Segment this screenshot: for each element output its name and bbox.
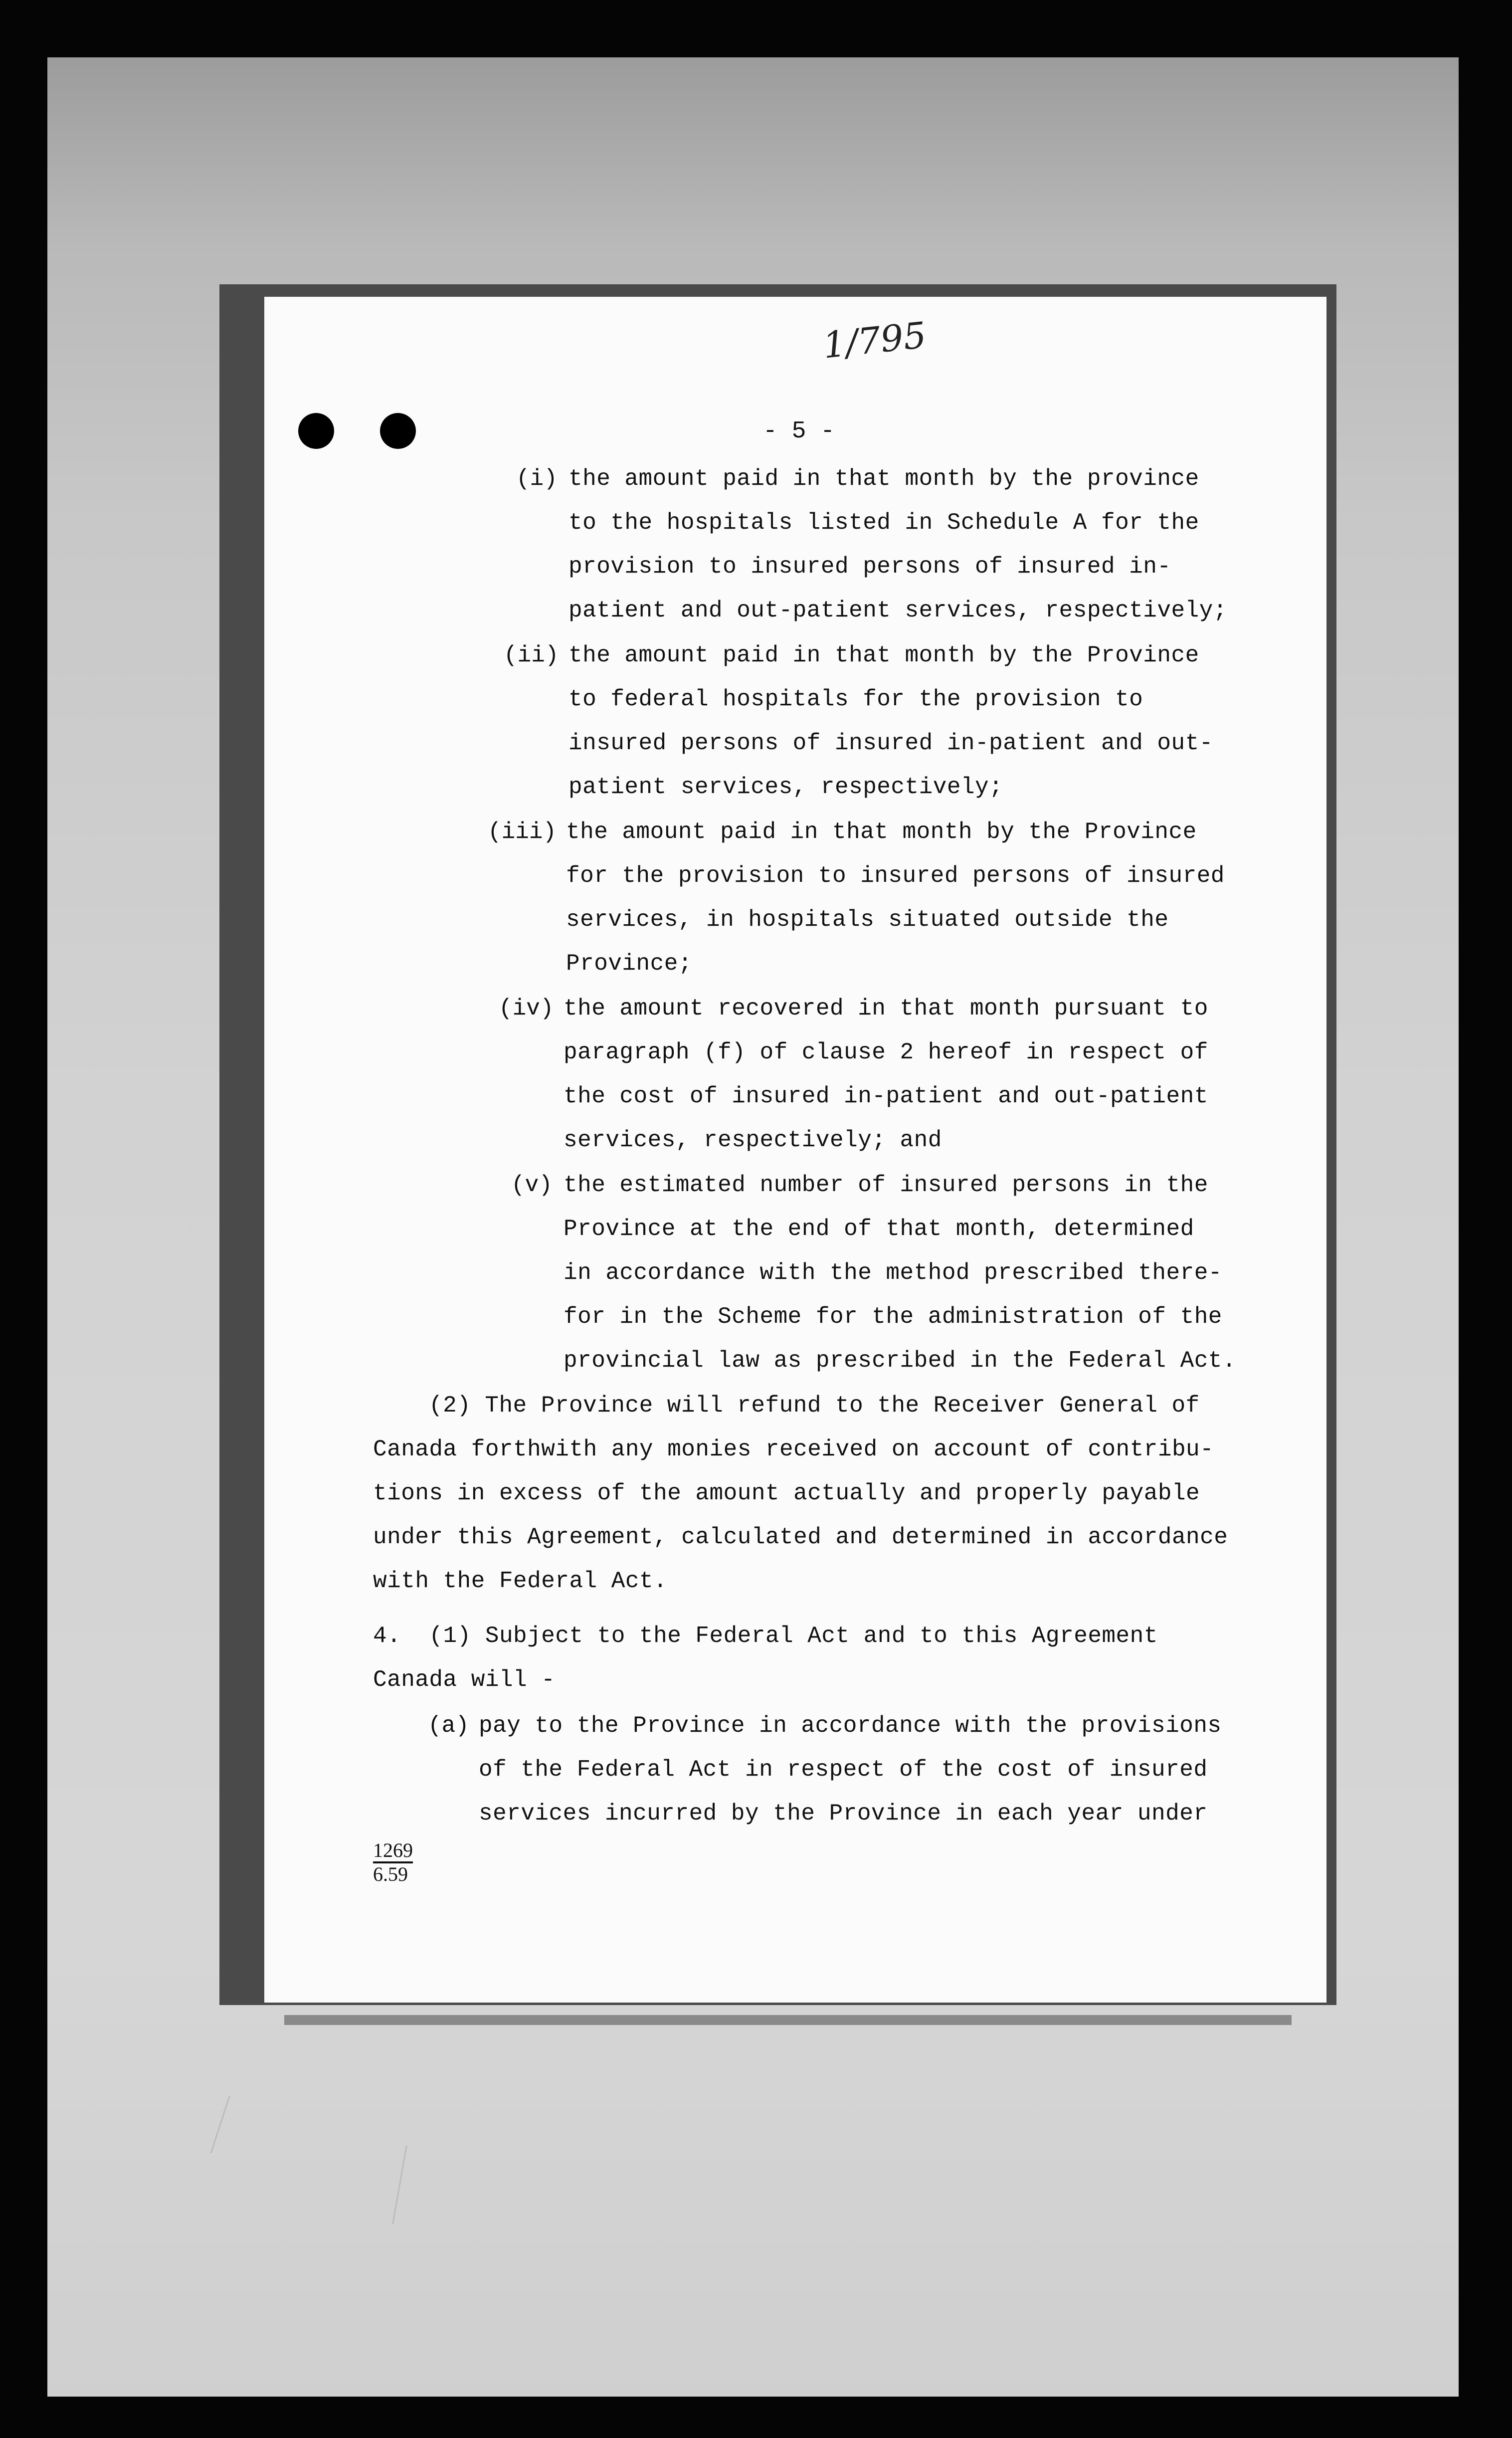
item-line: services, in hospitals situated outside the: [566, 907, 1169, 933]
item-line: the amount recovered in that month pursuant to: [564, 996, 1208, 1021]
item-marker: (iii): [488, 819, 557, 845]
paragraph-2-line: under this Agreement, calculated and determined in accordance: [373, 1524, 1228, 1550]
item-line: patient services, respectively;: [568, 774, 1003, 800]
item-line: provision to insured persons of insured in-: [568, 554, 1171, 580]
item-line: for in the Scheme for the administration of the: [564, 1304, 1222, 1330]
page-edge: [284, 2015, 1292, 2025]
punch-hole: [298, 413, 334, 449]
item-line: provincial law as prescribed in the Federal Act.: [564, 1348, 1237, 1374]
item-line: patient and out-patient services, respectively;: [568, 598, 1227, 623]
paragraph-2-line: (2) The Province will refund to the Receiver General of: [429, 1393, 1200, 1419]
punch-hole: [380, 413, 416, 449]
item-line: to the hospitals listed in Schedule A for the: [568, 510, 1199, 536]
clause-4a-line: of the Federal Act in respect of the cost of insured: [479, 1757, 1208, 1783]
handwritten-note: 1/795: [821, 314, 929, 367]
item-line: to federal hospitals for the provision to: [568, 686, 1143, 712]
item-line: paragraph (f) of clause 2 hereof in respect of: [564, 1039, 1208, 1065]
paragraph-2-line: with the Federal Act.: [373, 1568, 668, 1594]
item-line: the amount paid in that month by the Province: [566, 819, 1197, 845]
item-line: insured persons of insured in-patient and out-: [568, 730, 1213, 756]
item-marker: (ii): [504, 642, 559, 668]
clause-4-line: Canada will -: [373, 1667, 556, 1693]
item-line: Province at the end of that month, determined: [564, 1216, 1194, 1242]
page-number: - 5 -: [763, 418, 835, 445]
paragraph-2-line: tions in excess of the amount actually and properly payable: [373, 1480, 1200, 1506]
item-line: Province;: [566, 951, 692, 977]
form-code-top: 1269: [373, 1839, 413, 1863]
item-line: the amount paid in that month by the Province: [568, 642, 1199, 668]
item-marker: (v): [511, 1172, 553, 1198]
paragraph-2-line: Canada forthwith any monies received on account of contribu-: [373, 1436, 1214, 1462]
clause-4-line: 4. (1) Subject to the Federal Act and to this Agreement: [373, 1623, 1158, 1649]
item-line: the estimated number of insured persons in the: [564, 1172, 1208, 1198]
item-line: the cost of insured in-patient and out-patient: [564, 1083, 1208, 1109]
item-line: the amount paid in that month by the province: [568, 466, 1199, 492]
clause-4a-line: services incurred by the Province in each year under: [479, 1801, 1208, 1827]
clause-4a-marker: (a): [428, 1713, 469, 1739]
item-marker: (iv): [499, 996, 554, 1021]
item-line: in accordance with the method prescribed there-: [564, 1260, 1222, 1286]
item-line: services, respectively; and: [564, 1127, 942, 1153]
item-marker: (i): [516, 466, 558, 492]
form-code: [373, 1839, 413, 1885]
form-code-bottom: 6.59: [373, 1863, 408, 1885]
item-line: for the provision to insured persons of insured: [566, 863, 1225, 889]
clause-4a-line: pay to the Province in accordance with the provisions: [479, 1713, 1222, 1739]
